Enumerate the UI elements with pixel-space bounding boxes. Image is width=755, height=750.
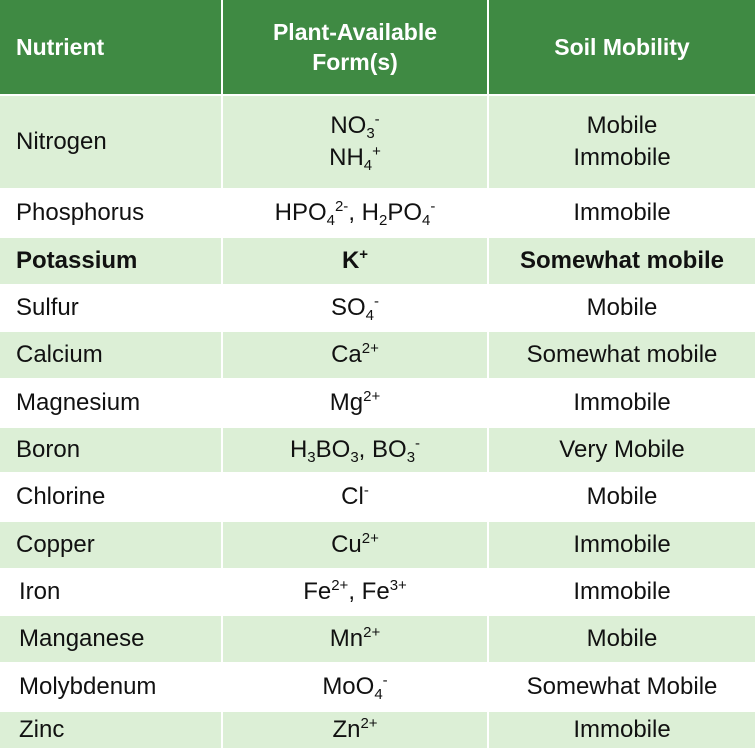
header-nutrient xyxy=(0,0,223,96)
zinc-name: Zinc xyxy=(19,716,65,743)
iron-name-cell xyxy=(0,570,223,616)
molybdenum-name-cell xyxy=(0,664,223,712)
iron-name: Iron xyxy=(19,578,61,605)
nitrogen-name-cell xyxy=(0,96,223,190)
molybdenum-mobility: Somewhat Mobile xyxy=(526,673,718,700)
header-mobility-label: Soil Mobility xyxy=(554,34,690,60)
magnesium-form: $Mg^{2+}$ xyxy=(329,388,381,416)
chlorine-form: Cl- xyxy=(341,482,369,510)
magnesium-name: Magnesium xyxy=(16,389,141,416)
zinc-form-cell xyxy=(223,712,489,750)
chlorine-name-cell xyxy=(0,474,223,522)
phosphorus-form-cell xyxy=(223,190,489,238)
phosphorus-name: Phosphorus xyxy=(16,199,145,226)
nitrogen-form-ammonium: $NH_4^+$ xyxy=(329,143,381,174)
magnesium-mobility: Immobile xyxy=(573,389,671,416)
calcium-mobility-cell xyxy=(489,332,755,380)
sulfur-form-cell xyxy=(223,286,489,332)
manganese-mobility-cell xyxy=(489,616,755,664)
copper-form-cell xyxy=(223,522,489,570)
sulfur-form: $SO_4^-$ xyxy=(330,293,380,324)
phosphorus-name-cell xyxy=(0,190,223,238)
nitrogen-mobility-cell xyxy=(489,96,755,190)
chlorine-form-cell xyxy=(223,474,489,522)
header-form-line1: Plant-Available xyxy=(272,19,438,45)
boron-name: Boron xyxy=(16,436,81,463)
zinc-name-cell xyxy=(0,712,223,750)
phosphorus-mobility: Immobile xyxy=(573,199,671,226)
magnesium-form-cell xyxy=(223,380,489,428)
chlorine-name: Chlorine xyxy=(16,483,106,510)
boron-mobility: Very Mobile xyxy=(559,436,685,463)
zinc-mobility: Immobile xyxy=(573,716,671,743)
nitrogen-name: Nitrogen xyxy=(16,128,107,155)
header-nutrient-label: Nutrient xyxy=(16,34,105,60)
iron-mobility-cell xyxy=(489,570,755,616)
sulfur-name: Sulfur xyxy=(16,294,79,321)
zinc-form: $Zn^{2+}$ xyxy=(332,715,378,743)
iron-mobility: Immobile xyxy=(573,578,671,605)
phosphorus-form: $HPO_4^{2-}$, $H_2PO_4^-$ xyxy=(274,198,436,229)
iron-form-cell xyxy=(223,570,489,616)
chlorine-mobility-cell xyxy=(489,474,755,522)
manganese-form: $Mn^{2+}$ xyxy=(329,624,381,652)
copper-mobility: Immobile xyxy=(573,531,671,558)
copper-name-cell xyxy=(0,522,223,570)
calcium-name-cell xyxy=(0,332,223,380)
boron-form-cell xyxy=(223,428,489,474)
molybdenum-form: MoO$_4$- xyxy=(322,672,388,703)
potassium-name-cell xyxy=(0,238,223,286)
molybdenum-form-cell xyxy=(223,664,489,712)
boron-form: $H_3BO_3$, $BO_3^-$ xyxy=(289,435,421,466)
molybdenum-mobility-cell xyxy=(489,664,755,712)
potassium-mobility: Somewhat mobile xyxy=(519,247,725,274)
nitrogen-mobility-1: Mobile xyxy=(586,112,658,139)
sulfur-mobility-cell xyxy=(489,286,755,332)
magnesium-name-cell xyxy=(0,380,223,428)
manganese-form-cell xyxy=(223,616,489,664)
copper-name: Copper xyxy=(16,531,95,558)
potassium-form-cell xyxy=(223,238,489,286)
sulfur-name-cell xyxy=(0,286,223,332)
calcium-mobility: Somewhat mobile xyxy=(526,341,718,368)
nitrogen-mobility-2: Immobile xyxy=(573,144,671,171)
header-form-line2: Form(s) xyxy=(312,49,398,75)
molybdenum-name: Molybdenum xyxy=(19,673,157,700)
boron-mobility-cell xyxy=(489,428,755,474)
nitrogen-form-nitrate: $NO_3^-$ xyxy=(330,111,380,142)
potassium-mobility-cell xyxy=(489,238,755,286)
copper-mobility-cell xyxy=(489,522,755,570)
header-form xyxy=(223,0,489,96)
manganese-mobility: Mobile xyxy=(586,625,658,652)
sulfur-mobility: Mobile xyxy=(586,294,658,321)
boron-name-cell xyxy=(0,428,223,474)
nitrogen-form-cell xyxy=(223,96,489,190)
manganese-name-cell xyxy=(0,616,223,664)
zinc-mobility-cell xyxy=(489,712,755,750)
phosphorus-mobility-cell xyxy=(489,190,755,238)
header-mobility xyxy=(489,0,755,96)
copper-form: $Cu^{2+}$ xyxy=(331,530,379,558)
chlorine-mobility: Mobile xyxy=(586,483,658,510)
calcium-form-cell xyxy=(223,332,489,380)
manganese-name: Manganese xyxy=(19,625,145,652)
potassium-name: Potassium xyxy=(16,247,138,274)
potassium-form: K+ xyxy=(341,246,369,274)
calcium-name: Calcium xyxy=(16,341,103,368)
magnesium-mobility-cell xyxy=(489,380,755,428)
iron-form: $Fe^{2+}$, $Fe^{3+}$ xyxy=(303,577,407,605)
calcium-form: $Ca^{2+}$ xyxy=(331,340,379,368)
